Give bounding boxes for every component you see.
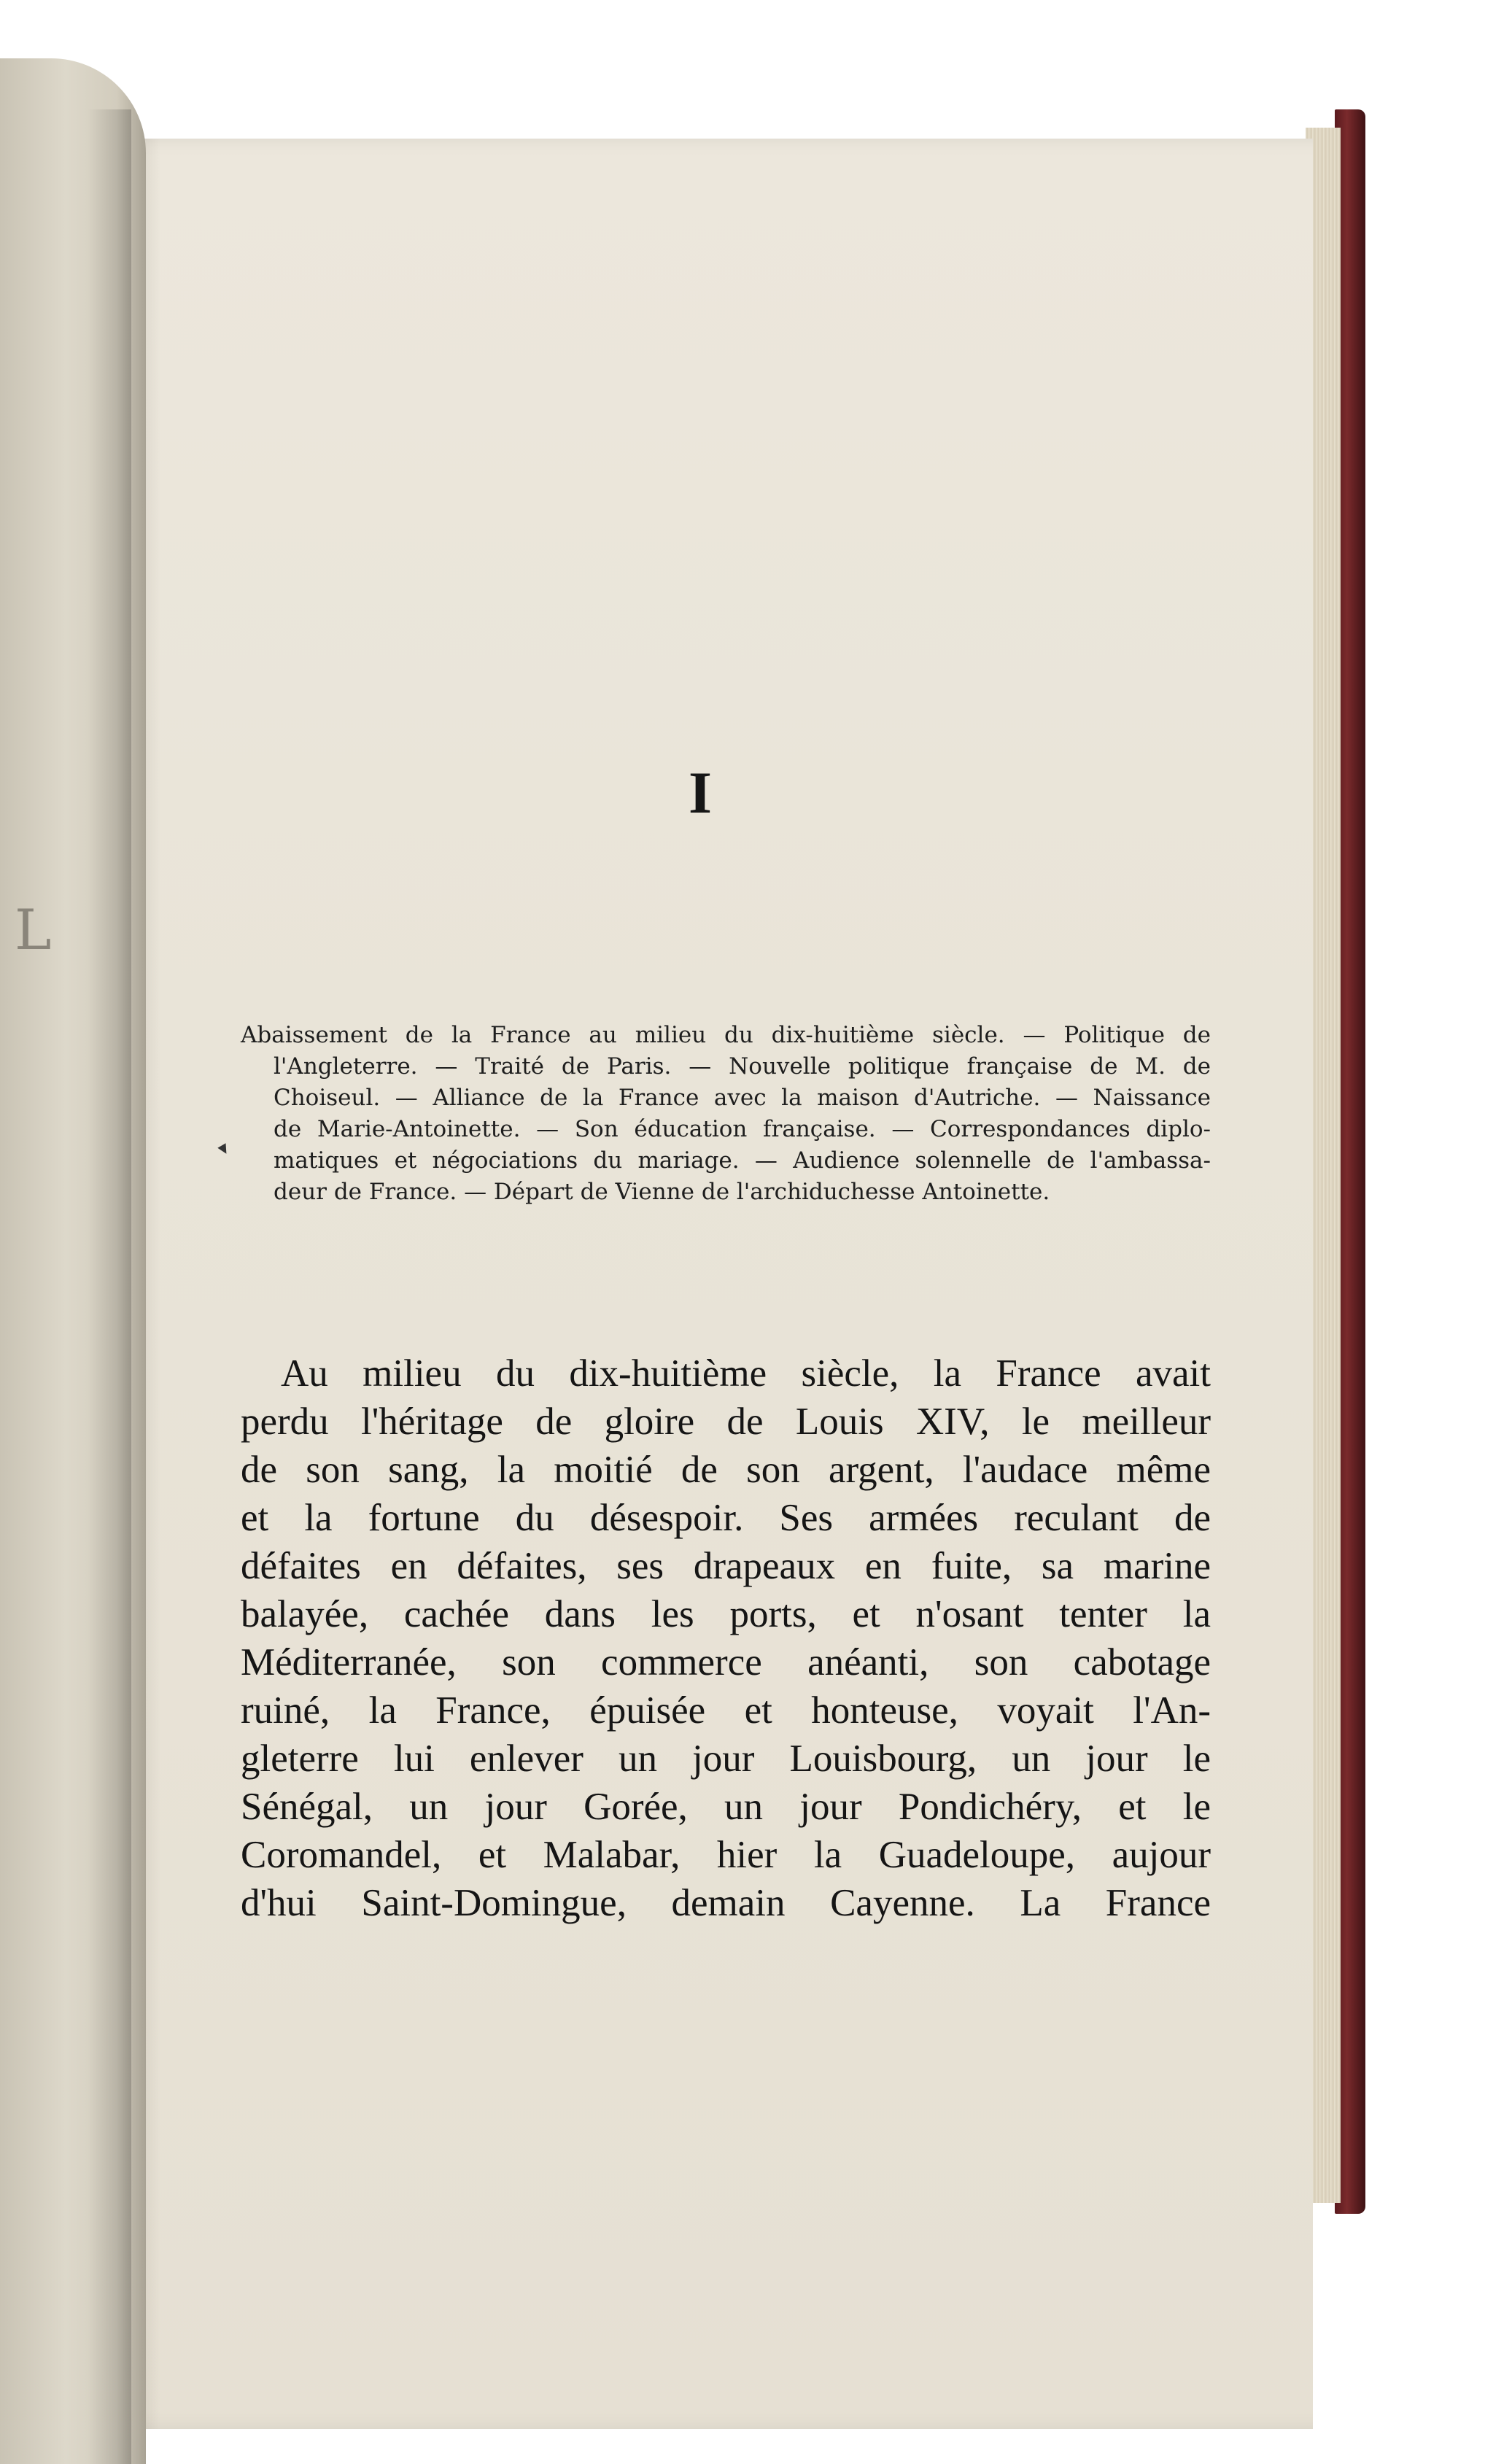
chapter-number: I [689,759,712,826]
book-page [95,139,1313,2429]
summary-line: l'Angleterre. — Traité de Paris. — Nouvelle politique française de M. de [274,1053,1211,1080]
summary-line: matiques et négociations du mariage. — Audience solennelle de l'ambassa- [274,1147,1211,1174]
facing-page-mark: L [15,897,52,962]
body-line: Sénégal, un jour Gorée, un jour Pondichéry, et le [241,1786,1211,1828]
body-line: perdu l'héritage de gloire de Louis XIV, le meilleur [241,1400,1211,1443]
body-line: Coromandel, et Malabar, hier la Guadeloupe, aujour [241,1834,1211,1876]
body-line: de son sang, la moitié de son argent, l'audace même [241,1449,1211,1491]
facing-page-shadow [88,109,131,2464]
summary-line: Abaissement de la France au milieu du dix-huitième siècle. — Politique de [241,1022,1211,1048]
body-line: défaites en défaites, ses drapeaux en fuite, sa marine [241,1545,1211,1587]
body-line: Au milieu du dix-huitième siècle, la France avait [281,1352,1211,1395]
body-line: et la fortune du désespoir. Ses armées reculant de [241,1497,1211,1539]
summary-line: Choiseul. — Alliance de la France avec la maison d'Autriche. — Naissance [274,1085,1211,1111]
body-line: gleterre lui enlever un jour Louisbourg, un jour le [241,1737,1211,1780]
body-line: ruiné, la France, épuisée et honteuse, voyait l'An- [241,1689,1211,1732]
summary-line: de Marie-Antoinette. — Son éducation française. — Correspondances diplo- [274,1116,1211,1142]
body-paragraph [241,1349,1211,1927]
body-line: balayée, cachée dans les ports, et n'osant tenter la [241,1593,1211,1635]
chapter-summary [241,1020,1211,1208]
stray-ink-mark: ▾ [214,1136,233,1161]
body-line: Méditerranée, son commerce anéanti, son cabotage [241,1641,1211,1684]
body-line: d'hui Saint-Domingue, demain Cayenne. La France [241,1882,1211,1924]
summary-line: deur de France. — Départ de Vienne de l'archiduchesse Antoinette. [274,1179,1050,1205]
